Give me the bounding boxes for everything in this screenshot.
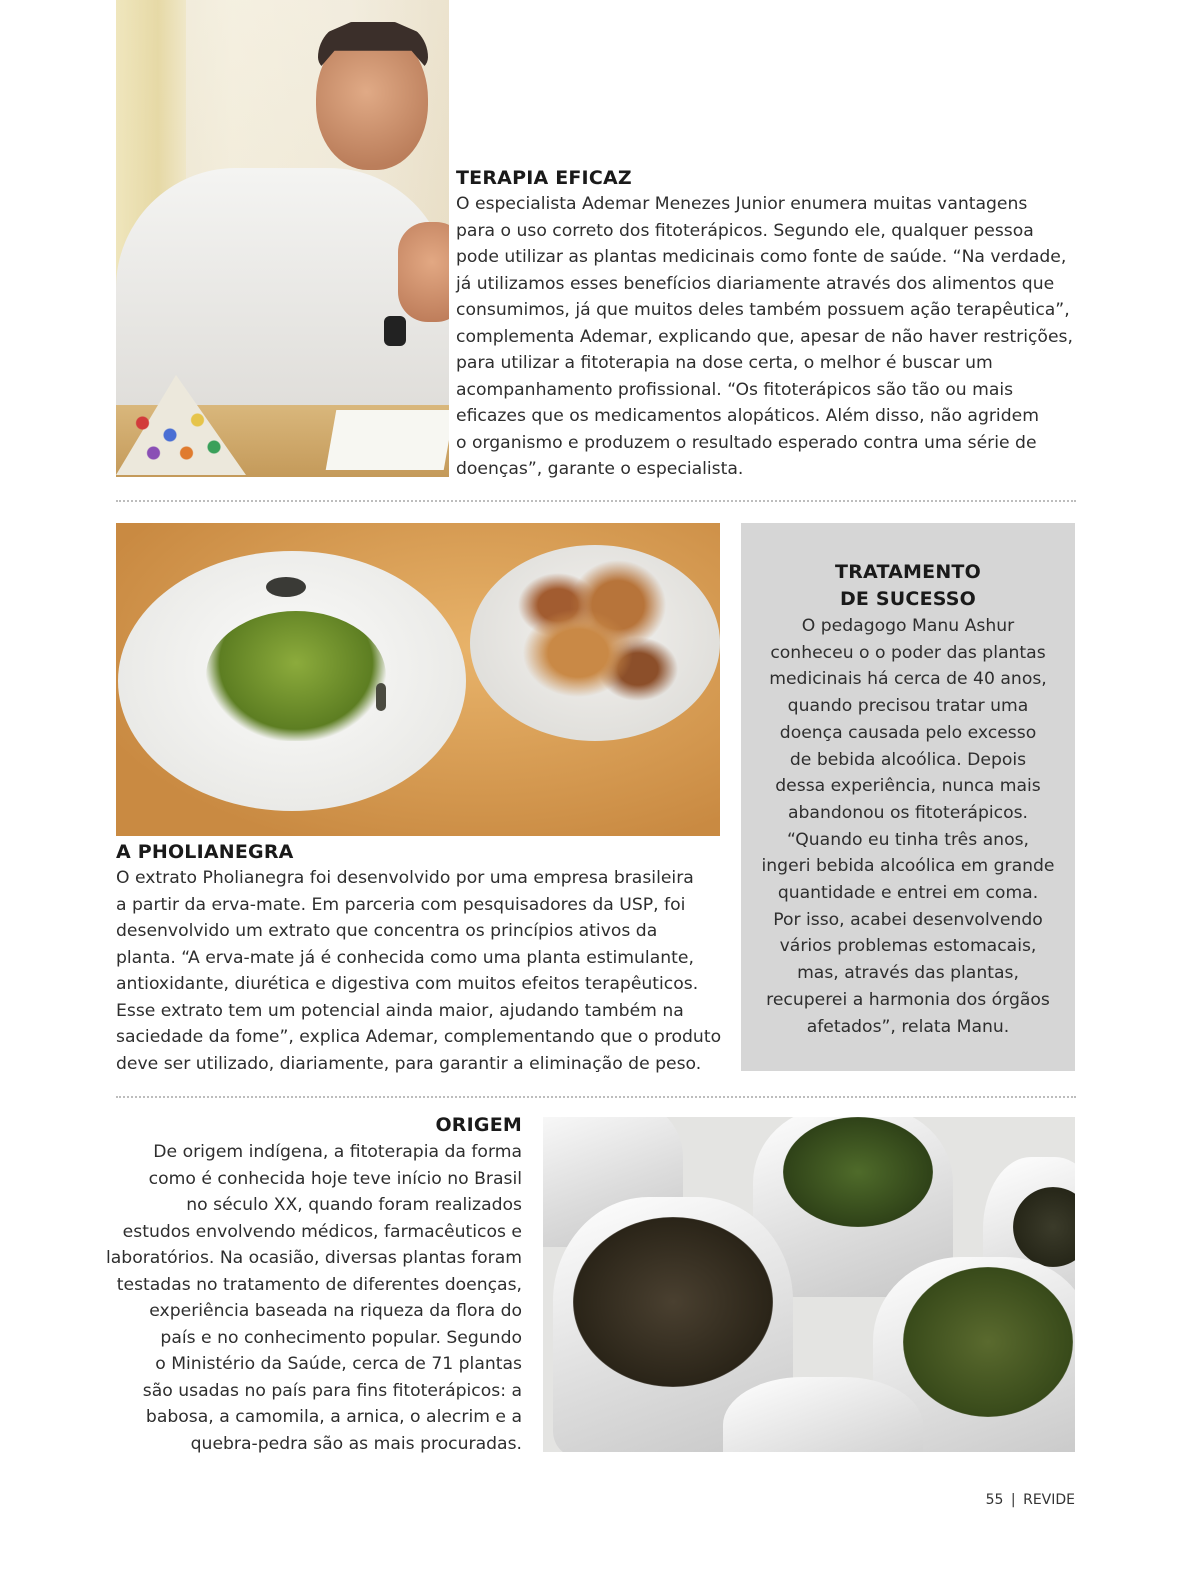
magazine-name: REVIDE — [1023, 1492, 1075, 1508]
section-title: A PHOLIANEGRA — [116, 841, 294, 863]
section-title: TERAPIA EFICAZ — [456, 167, 632, 189]
divider — [116, 1096, 1076, 1098]
section-body: O especialista Ademar Menezes Junior enumera muitas vantagens para o uso correto dos fitoterápicos. Segundo ele, qualquer pessoa pode utilizar as plantas medicinais como fonte de saúde. “Na verdade, já utilizamos esses benefícios diariamente através dos alimentos que consumimos, já que muitos deles também possuem ação terapêutica”, complementa Ademar, explicando que, apesar de não haver restrições, para utilizar a fitoterapia na dose certa, o melhor é buscar um acompanhamento profissional. “Os fitoterápicos são tão ou mais eficazes que os medicamentos alopáticos. Além disso, não agridem o organismo e produzem o resultado esperado contra uma série de doenças”, garante o especialista. — [456, 194, 1073, 479]
photo-herb-sacks — [543, 1117, 1075, 1452]
box-title: TRATAMENTO DE SUCESSO — [835, 561, 981, 610]
section-terapia-eficaz — [456, 166, 1081, 483]
box-body: O pedagogo Manu Ashur conheceu o o poder das plantas medicinais há cerca de 40 anos, quando precisou tratar uma doença causada pelo excesso de bebida alcoólica. Depois dessa experiência, nunca mais abandonou os fitoterápicos. “Quando eu tinha três anos, ingeri bebida alcoólica em grande quantidade e entrei em coma. Por isso, acabei desenvolvendo vários problemas estomacais, mas, através das plantas, recuperei a harmonia dos órgãos afetados”, relata Manu. — [761, 616, 1055, 1037]
footer-separator: | — [1010, 1492, 1016, 1508]
photo-specialist — [116, 0, 449, 477]
photo-erva-mate — [116, 523, 720, 836]
section-pholianegra — [116, 840, 726, 1077]
sidebar-box-tratamento — [741, 523, 1075, 1071]
section-origem — [100, 1113, 522, 1457]
page-footer — [985, 1492, 1075, 1508]
section-body: O extrato Pholianegra foi desenvolvido por uma empresa brasileira a partir da erva-mate. Em parceria com pesquisadores da USP, foi desenvolvido um extrato que concentra os princípios ativos da planta. “A erva-mate já é conhecida como uma planta estimulante, antioxidante, diurética e digestiva com muitos efeitos terapêuticos. Esse extrato tem um potencial ainda maior, ajudando também na saciedade da fome”, explica Ademar, complementando que o produto deve ser utilizado, diariamente, para garantir a eliminação de peso. — [116, 868, 722, 1074]
section-body: De origem indígena, a fitoterapia da forma como é conhecida hoje teve início no Brasil no século XX, quando foram realizados estudos envolvendo médicos, farmacêuticos e laboratórios. Na ocasião, diversas plantas foram testadas no tratamento de diferentes doenças, experiência baseada na riqueza da flora do país e no conhecimento popular. Segundo o Ministério da Saúde, cerca de 71 plantas são usadas no país para fins fitoterápicos: a babosa, a camomila, a arnica, o alecrim e a quebra-pedra são as mais procuradas. — [106, 1142, 522, 1454]
divider — [116, 500, 1076, 502]
section-title: ORIGEM — [435, 1114, 522, 1136]
page-number: 55 — [985, 1492, 1004, 1508]
